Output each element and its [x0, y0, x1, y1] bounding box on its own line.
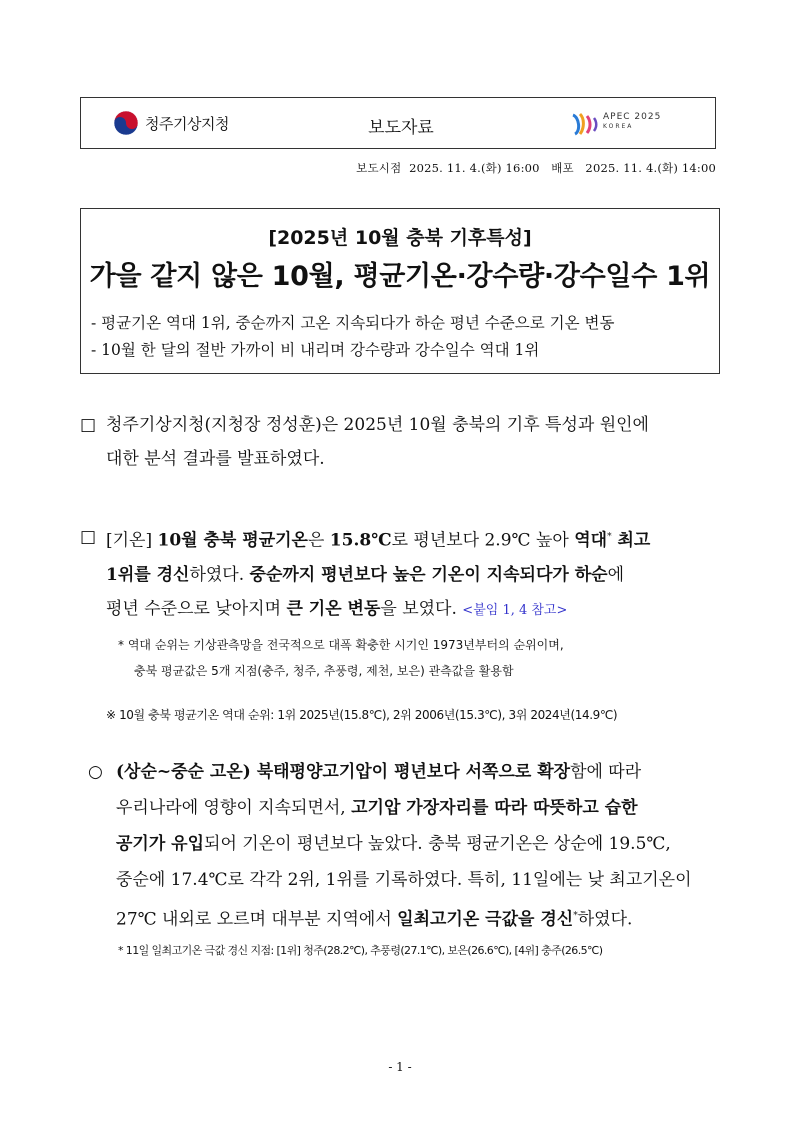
- press-release-label: 보도자료: [368, 118, 434, 138]
- square-bullet: □: [80, 527, 97, 547]
- paragraph-line: 1위를 경신하였다. 중순까지 평년보다 높은 기온이 지속되다가 하순에: [106, 564, 624, 585]
- agency-name: 청주기상지청: [145, 115, 229, 133]
- paragraph-line: [기온] 10월 충북 평균기온은 15.8℃로 평년보다 2.9℃ 높아 역대* 최고: [106, 530, 651, 551]
- title-main: 가을 같지 않은 10월, 평균기온·강수량·강수일수 1위: [89, 261, 711, 292]
- paragraph-line: 대한 분석 결과를 발표하였다.: [106, 449, 325, 469]
- title-bullet: - 10월 한 달의 절반 가까이 비 내리며 강수량과 강수일수 역대 1위: [91, 341, 540, 359]
- title-bullets: [91, 310, 614, 364]
- page-number: - 1 -: [388, 1060, 412, 1074]
- release-info: 보도시점 2025. 11. 4.(화) 16:00 배포 2025. 11. 4.(화) 14:00: [356, 161, 716, 175]
- footnote-ranking: * 역대 순위는 기상관측망을 전국적으로 대폭 확충한 시기인 1973년부터의 순위이며, 충북 평균값은 5개 지점(충주, 청주, 추풍령, 제천, 보은) 관측값을 활용함: [118, 638, 564, 678]
- kma-logo-icon: [113, 110, 139, 136]
- apec-logo-icon: [569, 111, 603, 137]
- title-subheading: [2025년 10월 충북 기후특성]: [268, 227, 532, 249]
- circle-bullet: ○: [88, 762, 103, 782]
- title-box: [80, 208, 720, 374]
- paragraph-line: 평년 수준으로 낮아지며 큰 기온 변동을 보였다. <붙임 1, 4 참고>: [106, 598, 568, 619]
- reference-note: <붙임 1, 4 참고>: [462, 602, 568, 618]
- paragraph-line: (상순~중순 고온) 북태평양고기압이 평년보다 서쪽으로 확장함에 따라: [116, 762, 642, 782]
- paragraph-high-temp: [88, 754, 728, 938]
- paragraph-line: 우리나라에 영향이 지속되면서, 고기압 가장자리를 따라 따뜻하고 습한: [116, 798, 638, 818]
- paragraph-intro: [80, 408, 725, 476]
- paragraph-line: 청주기상지청(지청장 정성훈)은 2025년 10월 충북의 기후 특성과 원인에: [106, 415, 649, 435]
- header-box: [80, 97, 716, 149]
- paragraph-temperature: [80, 520, 725, 628]
- title-bullet: - 평균기온 역대 1위, 중순까지 고온 지속되다가 하순 평년 수준으로 기온 변동: [91, 314, 615, 332]
- square-bullet: □: [80, 415, 97, 435]
- footnote-ranking-list: ※ 10월 충북 평균기온 역대 순위: 1위 2025년(15.8℃), 2위 2006년(15.3℃), 3위 2024년(14.9℃): [106, 708, 618, 722]
- paragraph-line: 27℃ 내외로 오르며 대부분 지역에서 일최고기온 극값을 경신*하였다.: [116, 909, 633, 930]
- paragraph-line: 공기가 유입되어 기온이 평년보다 높았다. 충북 평균기온은 상순에 19.5℃,: [116, 834, 671, 854]
- footnote-record-stations: * 11일 일최고기온 극값 경신 지점: [1위] 청주(28.2℃), 추풍령(27.1℃), 보은(26.6℃), [4위] 충주(26.5℃): [118, 944, 603, 957]
- paragraph-line: 중순에 17.4℃로 각각 2위, 1위를 기록하였다. 특히, 11일에는 낮 최고기온이: [116, 870, 692, 890]
- apec-text: APEC 2025 KOREA: [603, 112, 662, 130]
